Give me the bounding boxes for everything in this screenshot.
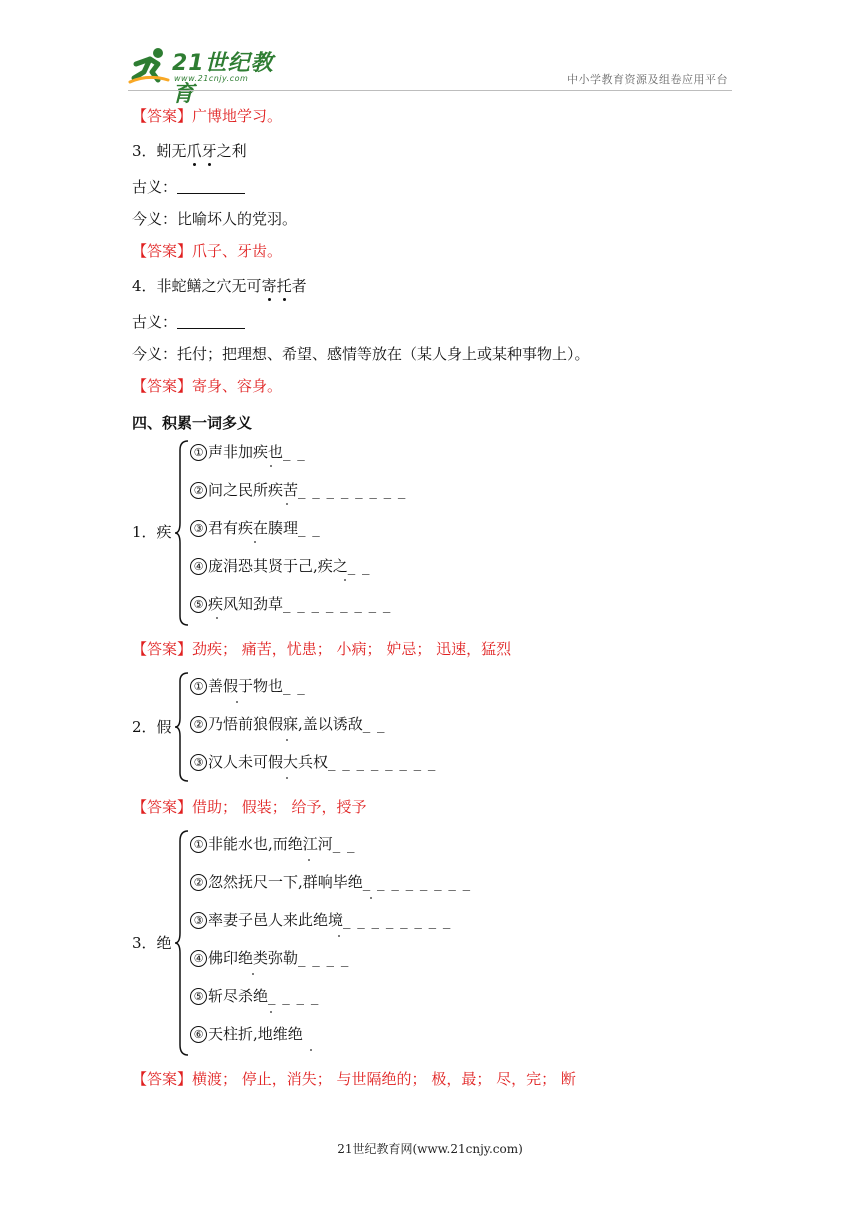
question-number: 4．	[132, 277, 157, 295]
left-brace-icon	[174, 440, 190, 626]
emphasis-dot	[338, 935, 340, 937]
question-3	[132, 141, 247, 161]
left-brace-icon	[174, 672, 190, 782]
question-pre: 蚓无	[156, 142, 187, 160]
list-item: ② 忽然抚尺一下,群响毕绝_ _ _ _ _ _ _ _	[190, 872, 471, 892]
emphasis-dot	[236, 701, 238, 703]
answer-label: 【答案】	[132, 242, 193, 260]
emphasis-dot	[270, 465, 272, 467]
jin-yi-line: 今义：比喻坏人的党羽。	[132, 210, 298, 228]
list-item: ⑤ 斩尽杀绝_ _ _ _	[190, 986, 319, 1006]
emphasis-dot	[286, 503, 288, 505]
group-label: 1．疾	[132, 523, 172, 541]
answer-label: 【答案】	[132, 798, 193, 816]
list-item: ⑥ 天柱折,地维绝	[190, 1024, 303, 1044]
emphasis-dot	[252, 973, 254, 975]
list-item: ③ 汉人未可假大兵权_ _ _ _ _ _ _ _	[190, 752, 436, 772]
fill-blank	[177, 177, 245, 194]
question-pre: 非蛇鳝之穴无可	[156, 277, 262, 295]
answer-text: 劲疾； 痛苦，忧患； 小病； 妒忌； 迅速，猛烈	[192, 640, 512, 658]
list-item: ③ 君有疾在腠理_ _	[190, 518, 321, 538]
question-post: 者	[291, 277, 307, 295]
dotted-char: 牙	[201, 142, 217, 160]
answer-label: 【答案】	[132, 1070, 193, 1088]
list-item: ① 非能水也,而绝江河_ _	[190, 834, 356, 854]
list-item: ⑤ 疾风知劲草_ _ _ _ _ _ _ _	[190, 594, 391, 614]
jin-yi-line: 今义：托付；把理想、希望、感情等放在（某人身上或某种事物上）。	[132, 345, 590, 363]
emphasis-dot	[254, 541, 256, 543]
emphasis-dot	[270, 1011, 272, 1013]
answer-line-jue	[132, 1069, 576, 1089]
group-label: 2．假	[132, 718, 172, 736]
question-number: 3．	[132, 142, 157, 160]
list-item: ② 问之民所疾苦_ _ _ _ _ _ _ _	[190, 480, 406, 500]
answer-line-4	[132, 376, 282, 396]
logo	[128, 46, 288, 107]
gu-yi-label: 古义：	[132, 313, 178, 331]
list-item: ④ 佛印绝类弥勒_ _ _ _	[190, 948, 349, 968]
gu-yi-line	[132, 312, 245, 332]
section-title: 四、积累一词多义	[132, 414, 253, 432]
list-item: ③ 率妻子邑人来此绝境_ _ _ _ _ _ _ _	[190, 910, 451, 930]
emphasis-dot	[216, 617, 218, 619]
question-post: 之利	[216, 142, 247, 160]
emphasis-dot	[286, 777, 288, 779]
answer-line-jia	[132, 797, 367, 817]
platform-tagline: 中小学教育资源及组卷应用平台	[567, 73, 728, 86]
answer-line-ji	[132, 639, 511, 659]
list-item: ④ 庞涓恐其贤于己,疾之_ _	[190, 556, 371, 576]
emphasis-dot	[308, 859, 310, 861]
answer-line-2	[132, 106, 282, 126]
logo-text: 21世纪教育	[172, 51, 274, 107]
page-header	[0, 0, 860, 107]
answer-label: 【答案】	[132, 107, 193, 125]
runner-logo-icon	[128, 46, 172, 86]
list-item: ① 声非加疾也_ _	[190, 442, 306, 462]
logo-url: www.21cnjy.com	[174, 74, 249, 83]
gu-yi-line	[132, 177, 245, 197]
dotted-char: 爪	[186, 142, 202, 160]
list-item: ② 乃悟前狼假寐,盖以诱敌_ _	[190, 714, 386, 734]
header-divider	[128, 90, 732, 91]
gu-yi-label: 古义：	[132, 178, 178, 196]
dotted-char: 托	[276, 277, 292, 295]
emphasis-dot	[286, 739, 288, 741]
page-footer: 21世纪教育网(www.21cnjy.com)	[337, 1142, 523, 1156]
answer-line-3	[132, 241, 282, 261]
emphasis-dot	[344, 579, 346, 581]
group-label: 3．绝	[132, 934, 172, 952]
answer-label: 【答案】	[132, 377, 193, 395]
answer-text: 横渡； 停止，消失； 与世隔绝的； 极，最； 尽，完； 断	[192, 1070, 576, 1088]
answer-text: 借助； 假装； 给予，授予	[192, 798, 367, 816]
emphasis-dot	[310, 1049, 312, 1051]
dotted-char: 寄	[261, 277, 277, 295]
answer-text: 爪子、牙齿。	[192, 242, 283, 260]
left-brace-icon	[174, 830, 190, 1056]
question-4	[132, 276, 307, 296]
answer-text: 广博地学习。	[192, 107, 283, 125]
fill-blank	[177, 312, 245, 329]
answer-text: 寄身、容身。	[192, 377, 283, 395]
emphasis-dot	[370, 897, 372, 899]
list-item: ① 善假于物也_ _	[190, 676, 306, 696]
answer-label: 【答案】	[132, 640, 193, 658]
